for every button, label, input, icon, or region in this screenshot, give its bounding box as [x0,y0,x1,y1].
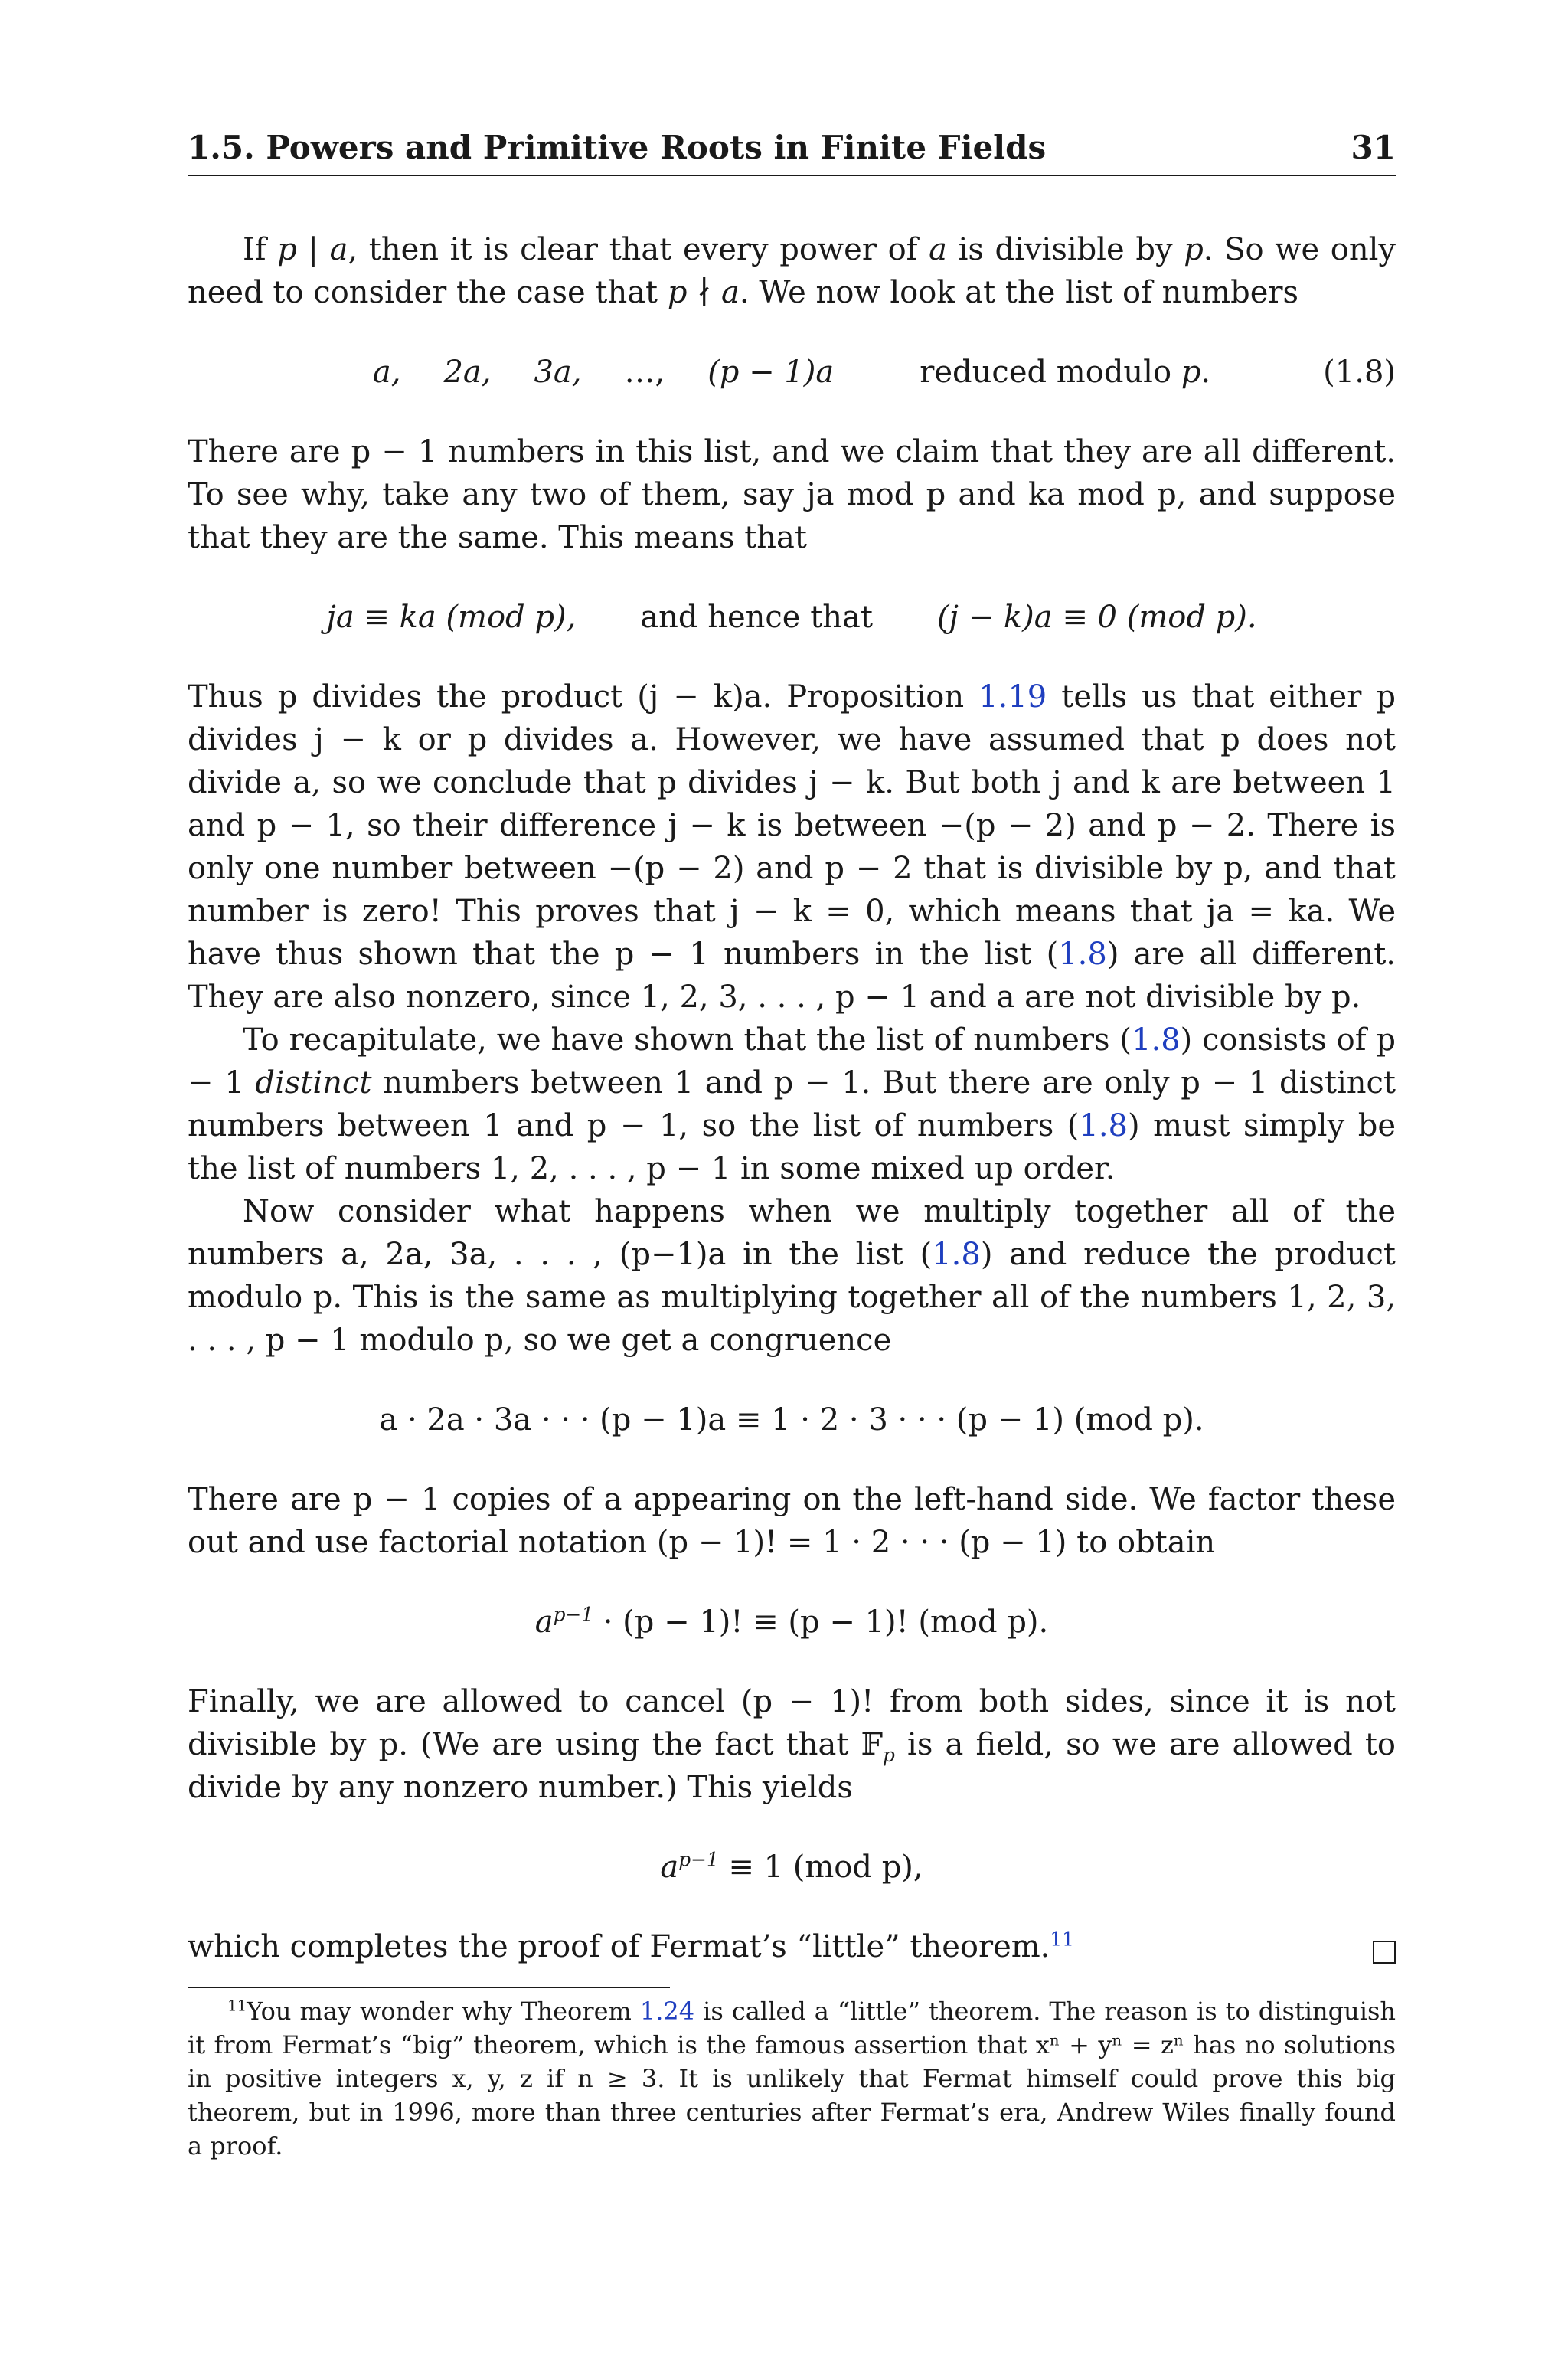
page-number: 31 [1351,129,1396,166]
section-title: 1.5. Powers and Primitive Roots in Finite Fields [188,129,1047,166]
equation-link[interactable]: 1.8 [1132,1022,1181,1058]
equation-link[interactable]: 1.8 [1058,937,1107,972]
paragraph-8: which completes the proof of Fermat’s “little” theorem.$^{11}$ [188,1925,1396,1968]
equation-fermat: $a^{p-1} \equiv 1$ (mod p), [660,1848,923,1885]
qed-square-icon [1373,1941,1396,1964]
proposition-link[interactable]: 1.19 [978,679,1047,715]
paragraph-3: Thus p divides the product (j − k)a. Proposition 1.19 tells us that either p divides j − k or p divides a. However, we have assumed that p does not divide a, so we conclude that p divides j − k. But both j and k are between 1 and p − 1, so their difference j − k is between −(p − 2) and p − 2. There is only one number between −(p − 2) and p − 2 that is divisible by p, and that number is zero! This proves that j − k = 0, which means that ja = ka. We have thus shown that the p − 1 numbers in the list (1.8) are all different. They are also nonzero, since 1, 2, 3, . . . , p − 1 and a are not divisible by p. [188,679,1396,1015]
paragraph-1: If p | a, then it is clear that every power of a is divisible by p. So we only need to consider the case that p ∤ a. We now look at the list of numbers [188,232,1396,310]
equation-number: (1.8) [1323,355,1396,390]
theorem-link[interactable]: 1.24 [639,1997,695,2026]
paragraph-5: Now consider what happens when we multiply together all of the numbers a, 2a, 3a, . . . , (p−1)a in the list (1.8) and reduce the product modulo p. This is the same as multiplying together all of the numbers 1, 2, 3, . . . , p − 1 modulo p, so we get a congruence [188,1194,1396,1358]
paragraph-2: There are p − 1 numbers in this list, and we claim that they are all different. To see why, take any two of them, say ja mod p and ka mod p, and suppose that they are the same. This means that [188,434,1396,555]
paragraph-6: There are p − 1 copies of a appearing on the left-hand side. We factor these out and use factorial notation (p − 1)! = 1 · 2 · · · (p − 1) to obtain [188,1482,1396,1560]
equation-link[interactable]: 1.8 [932,1237,981,1272]
footnote: $^{11}$You may wonder why Theorem 1.24 is called a “little” theorem. The reason is to distinguish it from Fermat’s “big” theorem, which is the famous assertion that xⁿ + yⁿ = zⁿ has no solutions in positive integers x, y, z if n ≥ 3. It is unlikely that Fermat himself could prove this big theorem, but in 1996, more than three centuries after Fermat’s era, Andrew Wiles finally found a proof. [188,1997,1396,2160]
footnote-rule [188,1987,670,1988]
paragraph-7: Finally, we are allowed to cancel (p − 1)! from both sides, since it is not divisible by p. (We are using the fact that 𝔽$_p$ is a field, so we are allowed to divide by any nonzero number.) This yields [188,1684,1396,1805]
equation-1-8: a, 2a, 3a, …, (p − 1)a reduced modulo p. (1.8) [188,351,1396,394]
footnote-link[interactable]: 11 [1050,1928,1074,1951]
equation-link[interactable]: 1.8 [1079,1108,1129,1143]
header-rule [188,175,1396,176]
equation-congruence: ja ≡ ka (mod p), and hence that (j − k)a ≡ 0 (mod p). [326,600,1257,635]
paragraph-4: To recapitulate, we have shown that the list of numbers (1.8) consists of p − 1 distinct numbers between 1 and p − 1. But there are only p − 1 distinct numbers between 1 and p − 1, so the list of numbers (1.8) must simply be the list of numbers 1, 2, . . . , p − 1 in some mixed up order. [188,1022,1396,1186]
main-text [188,228,1396,1968]
running-header [188,129,1396,166]
equation-product: a · 2a · 3a · · · (p − 1)a ≡ 1 · 2 · 3 · · · (p − 1) (mod p). [379,1402,1204,1438]
equation-factorial: $a^{p-1} \cdot (p - 1)$! ≡ (p − 1)! (mod p). [534,1603,1049,1640]
